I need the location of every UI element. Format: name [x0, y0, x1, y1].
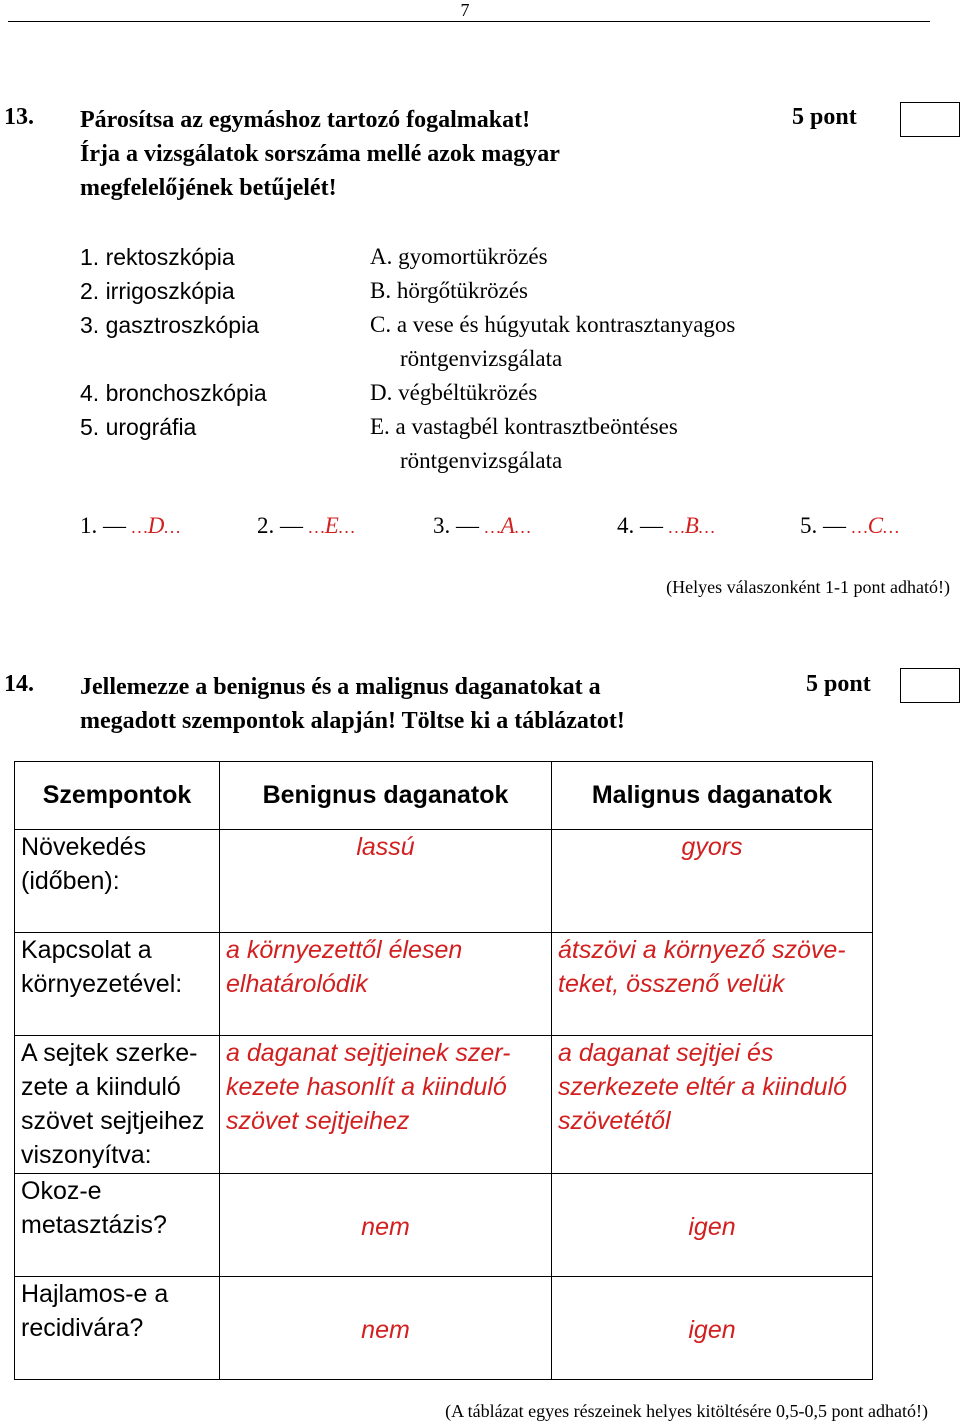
list-item: 5. urográfia — [80, 414, 197, 440]
malign-cell[interactable]: gyors — [552, 830, 873, 933]
table-row — [15, 1036, 873, 1174]
header-benign: Benignus daganatok — [220, 762, 552, 830]
benign-cell[interactable]: a környezettől élesen elhatárolódik — [220, 933, 552, 1036]
header-malign: Malignus daganatok — [552, 762, 873, 830]
answer-5: 5. — …C… — [800, 513, 900, 538]
header-criteria: Szempontok — [15, 762, 220, 830]
q13-line-1: Párosítsa az egymáshoz tartozó fogalmakat! — [80, 107, 531, 133]
row-label: Hajlamos-e a recidivára? — [15, 1277, 220, 1380]
malign-cell[interactable]: a daganat sejtjei és szerkezete eltér a kiinduló szövetétől — [552, 1036, 873, 1174]
table-row — [15, 933, 873, 1036]
q14-line-2: megadott szempontok alapján! Töltse ki a táblázatot! — [80, 708, 625, 734]
option-a: A. gyomortükrözés — [370, 244, 548, 269]
page-number: 7 — [460, 0, 470, 20]
q14-line-1: Jellemezze a benignus és a malignus daganatokat a — [80, 674, 601, 700]
option-b: B. hörgőtükrözés — [370, 278, 529, 303]
list-item: 2. irrigoszkópia — [80, 278, 235, 304]
option-c: C. a vese és húgyutak kontrasztanyagos — [370, 312, 736, 337]
comparison-table — [14, 761, 873, 1380]
row-label: Növekedés (időben): — [15, 830, 220, 933]
q13-scoring-note: (Helyes válaszonként 1-1 pont adható!) — [666, 577, 950, 597]
table-header-row — [15, 762, 873, 830]
answer-1: 1. — …D… — [80, 513, 181, 538]
q14-instruction — [80, 670, 625, 738]
benign-cell[interactable]: a daganat sejtjeinek szer- kezete hasonlít a kiinduló szövet sejtjeihez — [220, 1036, 552, 1174]
benign-cell[interactable]: nem — [220, 1174, 552, 1277]
list-item: 4. bronchoszkópia — [80, 380, 267, 406]
q13-points: 5 pont — [792, 104, 857, 130]
benign-cell[interactable]: lassú — [220, 830, 552, 933]
answer-2: 2. — …E… — [257, 513, 355, 538]
row-label: Kapcsolat a környezetével: — [15, 933, 220, 1036]
option-e-cont: röntgenvizsgálata — [400, 448, 563, 473]
malign-cell[interactable]: igen — [552, 1277, 873, 1380]
q13-items-list — [80, 240, 267, 444]
q14-number: 14. — [4, 671, 34, 697]
q13-number: 13. — [4, 104, 34, 130]
option-c-cont: röntgenvizsgálata — [400, 346, 563, 371]
answer-3: 3. — …A… — [433, 513, 531, 538]
table-row — [15, 830, 873, 933]
q14-points: 5 pont — [806, 671, 871, 697]
header-rule — [8, 21, 930, 22]
q14-score-box[interactable] — [900, 668, 960, 703]
list-item: 3. gasztroszkópia — [80, 312, 259, 338]
row-label: A sejtek szerke- zete a kiinduló szövet sejtjeihez viszonyítva: — [15, 1036, 220, 1174]
answer-4: 4. — …B… — [617, 513, 715, 538]
q13-instruction — [80, 103, 560, 205]
table-row — [15, 1174, 873, 1277]
malign-cell[interactable]: igen — [552, 1174, 873, 1277]
list-item: 1. rektoszkópia — [80, 244, 235, 270]
q13-line-3: megfelelőjének betűjelét! — [80, 175, 337, 201]
q13-line-2: Írja a vizsgálatok sorszáma mellé azok magyar — [80, 141, 560, 167]
q13-options-list — [370, 240, 735, 478]
option-e: E. a vastagbél kontrasztbeöntéses — [370, 414, 678, 439]
q13-score-box[interactable] — [900, 102, 960, 137]
q14-scoring-note: (A táblázat egyes részeinek helyes kitöltésére 0,5-0,5 pont adható!) — [445, 1401, 928, 1421]
malign-cell[interactable]: átszövi a környező szöve- teket, összenő velük — [552, 933, 873, 1036]
benign-cell[interactable]: nem — [220, 1277, 552, 1380]
option-d: D. végbéltükrözés — [370, 380, 538, 405]
row-label: Okoz-e metasztázis? — [15, 1174, 220, 1277]
table-row — [15, 1277, 873, 1380]
